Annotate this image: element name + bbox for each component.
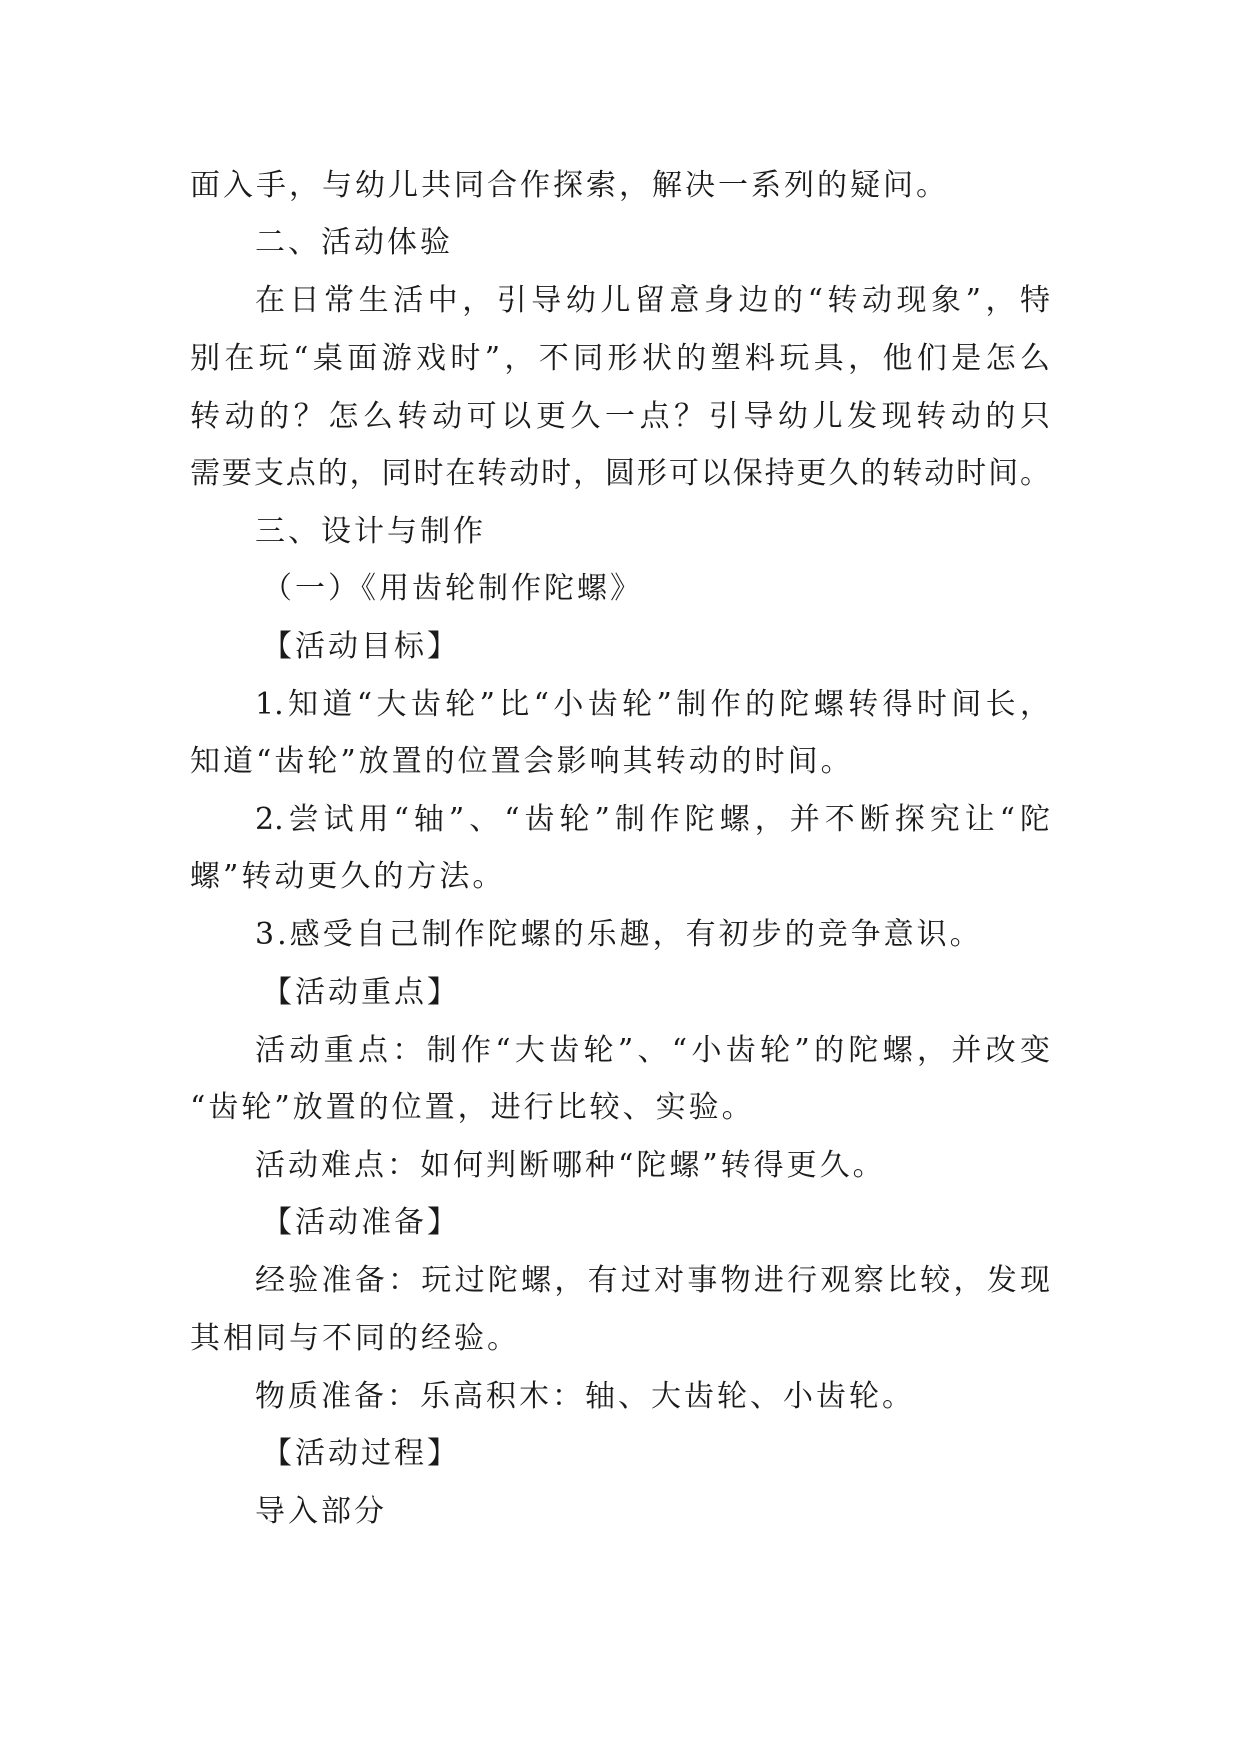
bracket-heading-activity-preparation: 【活动准备】 <box>262 1205 460 1240</box>
list-item-line: 3.感受自己制作陀螺的乐趣，有初步的竞争意识。 <box>255 917 983 952</box>
list-item-line: 1.知道“大齿轮”比“小齿轮”制作的陀螺转得时间长， <box>255 687 1050 722</box>
bracket-heading-activity-focus: 【活动重点】 <box>262 975 460 1010</box>
subsection-heading: （一）《用齿轮制作陀螺》 <box>262 571 643 606</box>
list-item-line: 螺”转动更久的方法。 <box>190 859 506 894</box>
paragraph-line: 别在玩“桌面游戏时”，不同形状的塑料玩具，他们是怎么 <box>190 341 1050 376</box>
list-item-line: 知道“齿轮”放置的位置会影响其转动的时间。 <box>190 744 854 779</box>
paragraph-line: “齿轮”放置的位置，进行比较、实验。 <box>190 1090 755 1125</box>
paragraph-line: 转动的？怎么转动可以更久一点？引导幼儿发现转动的只 <box>190 399 1050 434</box>
paragraph-line: 活动难点：如何判断哪种“陀螺”转得更久。 <box>255 1148 886 1183</box>
paragraph-line: 需要支点的，同时在转动时，圆形可以保持更久的转动时间。 <box>190 456 1050 491</box>
section-heading-design-and-making: 三、设计与制作 <box>255 514 486 549</box>
paragraph-line: 物质准备：乐高积木：轴、大齿轮、小齿轮。 <box>255 1379 915 1414</box>
paragraph-line: 其相同与不同的经验。 <box>190 1321 520 1356</box>
bracket-heading-activity-goals: 【活动目标】 <box>262 629 460 664</box>
section-heading-activity-experience: 二、活动体验 <box>255 225 453 260</box>
paragraph-line: 活动重点：制作“大齿轮”、“小齿轮”的陀螺，并改变 <box>255 1033 1050 1068</box>
paragraph-line: 经验准备：玩过陀螺，有过对事物进行观察比较，发现 <box>255 1263 1050 1298</box>
paragraph-line: 在日常生活中，引导幼儿留意身边的“转动现象”，特 <box>255 283 1050 318</box>
paragraph-line: 面入手，与幼儿共同合作探索，解决一系列的疑问。 <box>190 168 949 203</box>
bracket-heading-activity-process: 【活动过程】 <box>262 1436 460 1471</box>
list-item-line: 2.尝试用“轴”、“齿轮”制作陀螺，并不断探究让“陀 <box>255 802 1050 837</box>
paragraph-line: 导入部分 <box>255 1494 387 1529</box>
